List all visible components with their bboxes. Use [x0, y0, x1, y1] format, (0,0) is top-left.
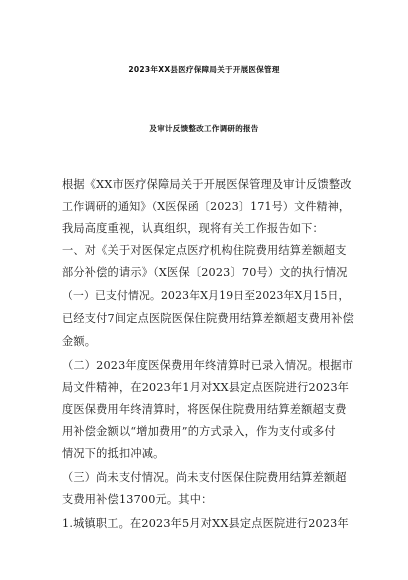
paragraph-line: （二）2023年度医保费用年终清算时已录入情况。根据市 [62, 359, 354, 372]
section-heading-line: 部分补偿的请示》（X医保〔2023〕70号）文的执行情况 [62, 266, 348, 279]
paragraph-line: 根据《XX市医疗保障局关于开展医保管理及审计反馈整改 [62, 178, 352, 191]
paragraph-line: 已经支付7间定点医院医保住院费用结算差额超支费用补偿 [62, 312, 355, 325]
paragraph-line: 金额。 [62, 335, 97, 348]
paragraph-line: （三）尚未支付情况。尚未支付医保住院费用结算差额超 [62, 471, 347, 484]
paragraph-line: 度医保费用年终清算时，将医保住院费用结算差额超支费 [62, 403, 347, 416]
section-heading-line: 一、对《关于对医保定点医疗机构住院费用结算差额超支 [62, 244, 347, 257]
paragraph-line: 1.城镇职工。在2023年5月对XX县定点医院进行2023年 [62, 517, 349, 530]
paragraph-line: 局文件精神，在2023年1月对XX县定点医院进行2023年 [62, 381, 350, 394]
paragraph-line: 支费用补偿13700元。其中： [62, 493, 213, 506]
document-title-line-1: 2023年XX县医疗保障局关于开展医保管理 [128, 65, 280, 74]
document-title-line-2: 及审计反馈整改工作调研的报告 [149, 124, 259, 133]
paragraph-line: 我局高度重视，认真组织，现将有关工作报告如下： [62, 222, 324, 235]
paragraph-line: 工作调研的通知》（X医保函〔2023〕171号）文件精神， [62, 200, 351, 213]
paragraph-line: 情况下的抵扣冲减。 [62, 447, 165, 460]
paragraph-line: （一）已支付情况。2023年X月19日至2023年X月15日， [62, 289, 350, 302]
paragraph-line: 用补偿金额以“增加费用”的方式录入，作为支付或多付 [62, 425, 336, 438]
